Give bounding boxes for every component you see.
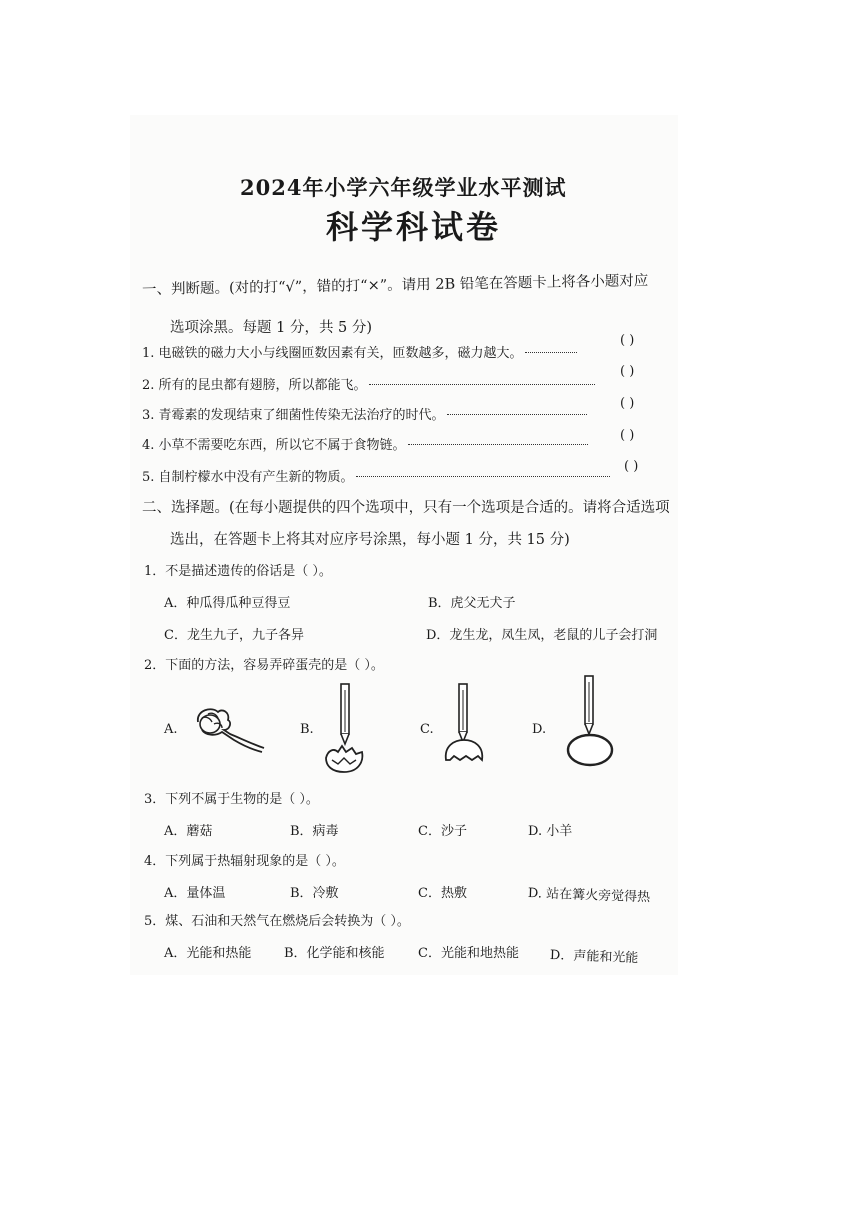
pencil-on-whole-egg-icon xyxy=(562,674,618,770)
question-2-stem: 2．下面的方法，容易弄碎蛋壳的是（ ）。 xyxy=(144,658,384,673)
section2-heading: 二、选择题。(在每小题提供的四个选项中，只有一个选项是合适的。请将合适选项 xyxy=(142,500,670,516)
q4-option-a[interactable]: A．量体温 xyxy=(164,886,226,901)
q4-option-d[interactable]: D. 站在篝火旁觉得热 xyxy=(527,886,651,906)
answer-paren-5[interactable]: ( ) xyxy=(624,459,639,474)
q1-option-d[interactable]: D．龙生龙，凤生凤，老鼠的儿子会打洞 xyxy=(426,628,658,643)
q1-option-c[interactable]: C．龙生九子，九子各异 xyxy=(164,628,304,643)
exam-title: 2024年小学六年级学业水平测试 xyxy=(240,175,567,200)
q5-option-b[interactable]: B．化学能和核能 xyxy=(284,946,385,961)
question-3-stem: 3．下列不属于生物的是（ ）。 xyxy=(144,792,319,807)
judge-item-2 xyxy=(142,374,595,393)
judge-item-5 xyxy=(142,466,610,485)
question-1-stem: 1．不是描述遗传的俗话是（ ）。 xyxy=(144,564,332,579)
answer-paren-3[interactable]: ( ) xyxy=(620,396,635,411)
leader-dots xyxy=(408,444,588,445)
q3-option-a[interactable]: A．蘑菇 xyxy=(164,824,213,839)
pencil-on-broken-eggshell-icon xyxy=(320,682,370,774)
answer-paren-4[interactable]: ( ) xyxy=(620,428,635,443)
judge-item-text: 1. 电磁铁的磁力大小与线圈匝数因素有关，匝数越多，磁力越大。 xyxy=(142,346,523,361)
judge-item-4 xyxy=(142,434,588,453)
q1-option-a[interactable]: A．种瓜得瓜种豆得豆 xyxy=(164,596,291,611)
question-5-stem: 5．煤、石油和天然气在燃烧后会转换为（ ）。 xyxy=(144,914,410,929)
q2-option-b[interactable]: B. xyxy=(300,722,314,737)
answer-paren-2[interactable]: ( ) xyxy=(620,364,635,379)
exam-subtitle: 科学科试卷 xyxy=(326,208,502,246)
leader-dots xyxy=(369,384,595,385)
q3-option-c[interactable]: C．沙子 xyxy=(418,824,467,839)
q5-option-c[interactable]: C．光能和地热能 xyxy=(418,946,519,961)
q1-option-b[interactable]: B．虎父无犬子 xyxy=(428,596,516,611)
answer-paren-1[interactable]: ( ) xyxy=(620,333,635,348)
q3-option-b[interactable]: B．病毒 xyxy=(290,824,339,839)
section2-heading-cont: 选出，在答题卡上将其对应序号涂黑，每小题 1 分，共 15 分) xyxy=(170,532,570,548)
leader-dots xyxy=(525,352,577,353)
section1-heading: 一、判断题。(对的打“√”，错的打“×”。请用 2B 铅笔在答题卡上将各小题对应 xyxy=(141,273,649,298)
judge-item-text: 2. 所有的昆虫都有翅膀，所以都能飞。 xyxy=(142,378,367,393)
q2-option-a[interactable]: A. xyxy=(164,722,178,737)
q4-option-b[interactable]: B．冷敷 xyxy=(290,886,339,901)
q5-option-a[interactable]: A．光能和热能 xyxy=(164,946,252,961)
judge-item-text: 4. 小草不需要吃东西，所以它不属于食物链。 xyxy=(142,438,406,453)
judge-item-3 xyxy=(142,404,587,423)
q4-option-c[interactable]: C．热敷 xyxy=(418,886,467,901)
leader-dots xyxy=(356,476,610,477)
leader-dots xyxy=(447,414,587,415)
q2-option-c[interactable]: C. xyxy=(420,722,434,737)
hand-squeezing-egg-icon xyxy=(190,700,270,754)
judge-item-text: 3. 青霉素的发现结束了细菌性传染无法治疗的时代。 xyxy=(142,408,445,423)
pencil-on-eggshell-dome-icon xyxy=(440,682,490,768)
judge-item-text: 5. 自制柠檬水中没有产生新的物质。 xyxy=(142,470,354,485)
judge-item-1 xyxy=(142,342,577,361)
q2-option-d[interactable]: D. xyxy=(532,722,547,737)
section1-heading-cont: 选项涂黑。每题 1 分，共 5 分) xyxy=(170,320,373,336)
question-4-stem: 4．下列属于热辐射现象的是（ ）。 xyxy=(144,854,345,869)
q3-option-d[interactable]: D. 小羊 xyxy=(528,824,573,839)
q5-option-d[interactable]: D．声能和光能 xyxy=(549,948,639,967)
